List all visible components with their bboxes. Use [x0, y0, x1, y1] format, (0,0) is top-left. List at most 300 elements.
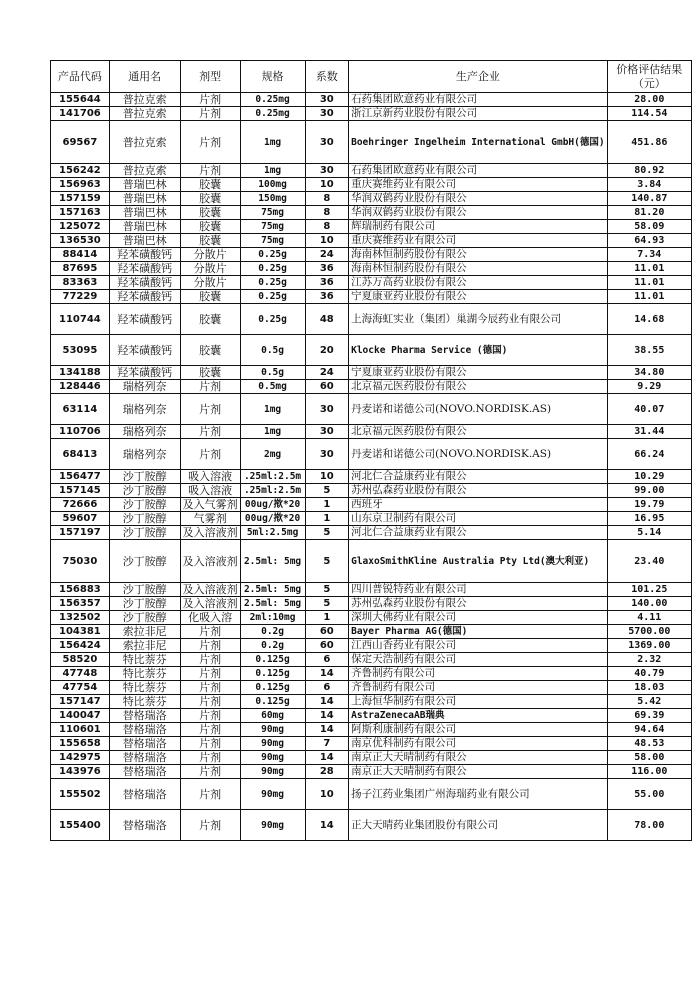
dosage-form-cell: 胶囊 [180, 220, 240, 234]
price-cell: 7.34 [607, 248, 691, 262]
price-cell: 55.00 [607, 779, 691, 810]
specification-cell: 1mg [240, 425, 305, 439]
manufacturer-cell: 河北仁合益康药业有限公 [349, 470, 608, 484]
manufacturer-cell: 海南林恒制药股份有限公 [349, 248, 608, 262]
product-code-cell: 83363 [51, 276, 110, 290]
price-cell: 19.79 [607, 498, 691, 512]
generic-name-cell: 羟苯磺酸钙 [109, 276, 180, 290]
product-code-cell: 58520 [51, 653, 110, 667]
specification-cell: 90mg [240, 810, 305, 841]
pack-count-cell: 10 [305, 779, 349, 810]
specification-cell: 0.5mg [240, 380, 305, 394]
pack-count-cell: 20 [305, 335, 349, 366]
generic-name-cell: 替格瑞洛 [109, 779, 180, 810]
table-row [51, 653, 692, 667]
dosage-form-cell: 片剂 [180, 695, 240, 709]
pack-count-cell: 7 [305, 737, 349, 751]
price-cell: 2.32 [607, 653, 691, 667]
product-code-cell: 157145 [51, 484, 110, 498]
product-code-cell: 128446 [51, 380, 110, 394]
product-code-cell: 156242 [51, 164, 110, 178]
generic-name-cell: 索拉非尼 [109, 625, 180, 639]
manufacturer-cell: 丹麦诺和诺德公司(NOVO.NORDISK.AS) [349, 439, 608, 470]
product-code-cell: 77229 [51, 290, 110, 304]
manufacturer-cell: AstraZenecaAB瑞典 [349, 709, 608, 723]
table-row [51, 810, 692, 841]
price-cell: 9.29 [607, 380, 691, 394]
pack-count-cell: 5 [305, 540, 349, 583]
price-cell: 140.00 [607, 597, 691, 611]
specification-cell: 75mg [240, 206, 305, 220]
table-row [51, 262, 692, 276]
table-row [51, 484, 692, 498]
dosage-form-cell: 胶囊 [180, 366, 240, 380]
product-code-cell: 110706 [51, 425, 110, 439]
pack-count-cell: 10 [305, 470, 349, 484]
product-code-cell: 47748 [51, 667, 110, 681]
specification-cell: 90mg [240, 723, 305, 737]
pack-count-cell: 14 [305, 751, 349, 765]
generic-name-cell: 特比萘芬 [109, 667, 180, 681]
table-row [51, 695, 692, 709]
manufacturer-cell: 苏州弘森药业股份有限公 [349, 597, 608, 611]
dosage-form-cell: 片剂 [180, 709, 240, 723]
pack-count-cell: 1 [305, 498, 349, 512]
price-cell: 64.93 [607, 234, 691, 248]
dosage-form-cell: 及入溶液剂 [180, 526, 240, 540]
manufacturer-cell: Klocke Pharma Service (德国) [349, 335, 608, 366]
specification-cell: 0.125g [240, 695, 305, 709]
table-row [51, 220, 692, 234]
generic-name-cell: 沙丁胺醇 [109, 611, 180, 625]
price-cell: 40.79 [607, 667, 691, 681]
product-code-cell: 157197 [51, 526, 110, 540]
product-code-cell: 69567 [51, 121, 110, 164]
specification-cell: 75mg [240, 234, 305, 248]
table-row [51, 709, 692, 723]
product-code-cell: 156424 [51, 639, 110, 653]
pack-count-cell: 36 [305, 276, 349, 290]
manufacturer-cell: Boehringer Ingelheim International GmbH(德国) [349, 121, 608, 164]
pack-count-cell: 1 [305, 512, 349, 526]
table-row [51, 366, 692, 380]
generic-name-cell: 普拉克索 [109, 164, 180, 178]
table-row [51, 304, 692, 335]
header-product-code: 产品代码 [51, 61, 110, 93]
pack-count-cell: 10 [305, 178, 349, 192]
generic-name-cell: 替格瑞洛 [109, 751, 180, 765]
manufacturer-cell: 河北仁合益康药业有限公 [349, 526, 608, 540]
dosage-form-cell: 胶囊 [180, 234, 240, 248]
table-row [51, 107, 692, 121]
generic-name-cell: 沙丁胺醇 [109, 540, 180, 583]
specification-cell: 0.25g [240, 290, 305, 304]
table-row [51, 583, 692, 597]
product-code-cell: 132502 [51, 611, 110, 625]
manufacturer-cell: GlaxoSmithKline Australia Pty Ltd(澳大利亚) [349, 540, 608, 583]
manufacturer-cell: 辉瑞制药有限公司 [349, 220, 608, 234]
pack-count-cell: 8 [305, 192, 349, 206]
generic-name-cell: 沙丁胺醇 [109, 526, 180, 540]
table-row [51, 439, 692, 470]
dosage-form-cell: 片剂 [180, 625, 240, 639]
product-code-cell: 47754 [51, 681, 110, 695]
manufacturer-cell: 西班牙 [349, 498, 608, 512]
pack-count-cell: 14 [305, 695, 349, 709]
product-code-cell: 157147 [51, 695, 110, 709]
table-row [51, 248, 692, 262]
product-code-cell: 53095 [51, 335, 110, 366]
price-cell: 116.00 [607, 765, 691, 779]
table-row [51, 611, 692, 625]
manufacturer-cell: 四川普锐特药业有限公司 [349, 583, 608, 597]
dosage-form-cell: 胶囊 [180, 192, 240, 206]
table-row [51, 779, 692, 810]
generic-name-cell: 瑞格列奈 [109, 439, 180, 470]
specification-cell: 2.5ml: 5mg [240, 583, 305, 597]
dosage-form-cell: 胶囊 [180, 304, 240, 335]
dosage-form-cell: 分散片 [180, 262, 240, 276]
dosage-form-cell: 气雾剂 [180, 512, 240, 526]
dosage-form-cell: 片剂 [180, 107, 240, 121]
price-cell: 31.44 [607, 425, 691, 439]
manufacturer-cell: 南京正大天晴制药有限公 [349, 765, 608, 779]
dosage-form-cell: 分散片 [180, 248, 240, 262]
price-cell: 140.87 [607, 192, 691, 206]
pack-count-cell: 5 [305, 526, 349, 540]
pack-count-cell: 5 [305, 597, 349, 611]
generic-name-cell: 普瑞巴林 [109, 178, 180, 192]
generic-name-cell: 替格瑞洛 [109, 737, 180, 751]
specification-cell: 0.125g [240, 653, 305, 667]
generic-name-cell: 普拉克索 [109, 93, 180, 107]
table-row [51, 380, 692, 394]
generic-name-cell: 沙丁胺醇 [109, 470, 180, 484]
pack-count-cell: 30 [305, 394, 349, 425]
product-code-cell: 134188 [51, 366, 110, 380]
pack-count-cell: 14 [305, 667, 349, 681]
manufacturer-cell: 山东京卫制药有限公司 [349, 512, 608, 526]
generic-name-cell: 羟苯磺酸钙 [109, 290, 180, 304]
product-code-cell: 155658 [51, 737, 110, 751]
table-row [51, 164, 692, 178]
generic-name-cell: 替格瑞洛 [109, 723, 180, 737]
table-row [51, 540, 692, 583]
table-row [51, 737, 692, 751]
manufacturer-cell: Bayer Pharma AG(德国) [349, 625, 608, 639]
header-row [51, 61, 692, 93]
generic-name-cell: 普拉克索 [109, 121, 180, 164]
table-row [51, 234, 692, 248]
manufacturer-cell: 保定天浩制药有限公司 [349, 653, 608, 667]
specification-cell: .25ml:2.5m [240, 470, 305, 484]
price-cell: 3.84 [607, 178, 691, 192]
price-cell: 451.86 [607, 121, 691, 164]
dosage-form-cell: 片剂 [180, 425, 240, 439]
dosage-form-cell: 片剂 [180, 765, 240, 779]
generic-name-cell: 瑞格列奈 [109, 394, 180, 425]
product-code-cell: 156357 [51, 597, 110, 611]
manufacturer-cell: 浙江京新药业股份有限公司 [349, 107, 608, 121]
specification-cell: 2ml:10mg [240, 611, 305, 625]
product-code-cell: 143976 [51, 765, 110, 779]
table-row [51, 276, 692, 290]
dosage-form-cell: 吸入溶液 [180, 484, 240, 498]
specification-cell: 0.2g [240, 625, 305, 639]
specification-cell: 1mg [240, 164, 305, 178]
dosage-form-cell: 及入气雾剂 [180, 498, 240, 512]
specification-cell: 5ml:2.5mg [240, 526, 305, 540]
dosage-form-cell: 片剂 [180, 394, 240, 425]
specification-cell: 0.25mg [240, 93, 305, 107]
pack-count-cell: 10 [305, 234, 349, 248]
generic-name-cell: 普拉克索 [109, 107, 180, 121]
product-code-cell: 59607 [51, 512, 110, 526]
manufacturer-cell: 扬子江药业集团广州海瑞药业有限公司 [349, 779, 608, 810]
pack-count-cell: 14 [305, 810, 349, 841]
price-cell: 11.01 [607, 290, 691, 304]
product-code-cell: 125072 [51, 220, 110, 234]
dosage-form-cell: 胶囊 [180, 335, 240, 366]
table-row [51, 470, 692, 484]
generic-name-cell: 羟苯磺酸钙 [109, 248, 180, 262]
price-cell: 81.20 [607, 206, 691, 220]
specification-cell: 0.25g [240, 276, 305, 290]
header-price-result: 价格评估结果（元） [607, 61, 691, 93]
generic-name-cell: 特比萘芬 [109, 681, 180, 695]
product-code-cell: 68413 [51, 439, 110, 470]
manufacturer-cell: 南京优科制药有限公司 [349, 737, 608, 751]
manufacturer-cell: 宁夏康亚药业股份有限公 [349, 290, 608, 304]
dosage-form-cell: 片剂 [180, 121, 240, 164]
product-code-cell: 110601 [51, 723, 110, 737]
product-code-cell: 88414 [51, 248, 110, 262]
price-cell: 18.03 [607, 681, 691, 695]
product-code-cell: 140047 [51, 709, 110, 723]
product-code-cell: 63114 [51, 394, 110, 425]
dosage-form-cell: 分散片 [180, 276, 240, 290]
manufacturer-cell: 重庆赛维药业有限公司 [349, 234, 608, 248]
dosage-form-cell: 及入溶液剂 [180, 597, 240, 611]
table-row [51, 290, 692, 304]
generic-name-cell: 沙丁胺醇 [109, 498, 180, 512]
product-code-cell: 75030 [51, 540, 110, 583]
table-row [51, 512, 692, 526]
table-row [51, 625, 692, 639]
price-cell: 58.00 [607, 751, 691, 765]
generic-name-cell: 羟苯磺酸钙 [109, 366, 180, 380]
manufacturer-cell: 华润双鹤药业股份有限公 [349, 192, 608, 206]
dosage-form-cell: 片剂 [180, 723, 240, 737]
price-cell: 11.01 [607, 276, 691, 290]
generic-name-cell: 普瑞巴林 [109, 220, 180, 234]
pack-count-cell: 1 [305, 611, 349, 625]
manufacturer-cell: 正大天晴药业集团股份有限公司 [349, 810, 608, 841]
price-cell: 14.68 [607, 304, 691, 335]
price-cell: 23.40 [607, 540, 691, 583]
pack-count-cell: 5 [305, 484, 349, 498]
dosage-form-cell: 片剂 [180, 380, 240, 394]
manufacturer-cell: 江苏万高药业股份有限公 [349, 276, 608, 290]
product-code-cell: 104381 [51, 625, 110, 639]
specification-cell: 0.125g [240, 667, 305, 681]
dosage-form-cell: 胶囊 [180, 206, 240, 220]
price-cell: 114.54 [607, 107, 691, 121]
specification-cell: 00ug/揿*20 [240, 512, 305, 526]
table-row [51, 425, 692, 439]
table-row [51, 639, 692, 653]
specification-cell: 2.5ml: 5mg [240, 540, 305, 583]
manufacturer-cell: 江西山香药业有限公司 [349, 639, 608, 653]
generic-name-cell: 索拉非尼 [109, 639, 180, 653]
specification-cell: 2mg [240, 439, 305, 470]
dosage-form-cell: 片剂 [180, 681, 240, 695]
price-cell: 16.95 [607, 512, 691, 526]
generic-name-cell: 普瑞巴林 [109, 234, 180, 248]
manufacturer-cell: 海南林恒制药股份有限公 [349, 262, 608, 276]
specification-cell: 0.125g [240, 681, 305, 695]
manufacturer-cell: 北京福元医药股份有限公 [349, 380, 608, 394]
generic-name-cell: 沙丁胺醇 [109, 484, 180, 498]
manufacturer-cell: 南京正大天晴制药有限公 [349, 751, 608, 765]
table-row [51, 681, 692, 695]
dosage-form-cell: 片剂 [180, 639, 240, 653]
specification-cell: 2.5ml: 5mg [240, 597, 305, 611]
dosage-form-cell: 胶囊 [180, 290, 240, 304]
generic-name-cell: 替格瑞洛 [109, 765, 180, 779]
product-code-cell: 72666 [51, 498, 110, 512]
generic-name-cell: 瑞格列奈 [109, 425, 180, 439]
pack-count-cell: 30 [305, 93, 349, 107]
specification-cell: 0.2g [240, 639, 305, 653]
manufacturer-cell: 重庆赛维药业有限公司 [349, 178, 608, 192]
pack-count-cell: 6 [305, 681, 349, 695]
pack-count-cell: 30 [305, 439, 349, 470]
table-row [51, 751, 692, 765]
pack-count-cell: 24 [305, 366, 349, 380]
generic-name-cell: 羟苯磺酸钙 [109, 262, 180, 276]
table-row [51, 765, 692, 779]
product-code-cell: 157159 [51, 192, 110, 206]
dosage-form-cell: 片剂 [180, 810, 240, 841]
product-code-cell: 110744 [51, 304, 110, 335]
generic-name-cell: 沙丁胺醇 [109, 583, 180, 597]
manufacturer-cell: 石药集团欧意药业有限公司 [349, 93, 608, 107]
pack-count-cell: 6 [305, 653, 349, 667]
price-cell: 48.53 [607, 737, 691, 751]
manufacturer-cell: 阿斯利康制药有限公司 [349, 723, 608, 737]
dosage-form-cell: 片剂 [180, 667, 240, 681]
manufacturer-cell: 华润双鹤药业股份有限公 [349, 206, 608, 220]
dosage-form-cell: 胶囊 [180, 178, 240, 192]
dosage-form-cell: 片剂 [180, 653, 240, 667]
table-row [51, 178, 692, 192]
price-cell: 11.01 [607, 262, 691, 276]
table-row [51, 723, 692, 737]
pack-count-cell: 14 [305, 723, 349, 737]
generic-name-cell: 羟苯磺酸钙 [109, 304, 180, 335]
pack-count-cell: 30 [305, 121, 349, 164]
manufacturer-cell: 石药集团欧意药业有限公司 [349, 164, 608, 178]
product-code-cell: 142975 [51, 751, 110, 765]
pack-count-cell: 30 [305, 425, 349, 439]
manufacturer-cell: 齐鲁制药有限公司 [349, 681, 608, 695]
pack-count-cell: 14 [305, 709, 349, 723]
generic-name-cell: 沙丁胺醇 [109, 512, 180, 526]
dosage-form-cell: 及入溶液剂 [180, 583, 240, 597]
specification-cell: 0.25mg [240, 107, 305, 121]
pack-count-cell: 30 [305, 164, 349, 178]
pack-count-cell: 28 [305, 765, 349, 779]
pack-count-cell: 36 [305, 290, 349, 304]
header-dosage-form: 剂型 [180, 61, 240, 93]
pack-count-cell: 60 [305, 639, 349, 653]
header-pack-count: 系数 [305, 61, 349, 93]
dosage-form-cell: 片剂 [180, 164, 240, 178]
pack-count-cell: 60 [305, 380, 349, 394]
specification-cell: 0.25g [240, 262, 305, 276]
product-code-cell: 155644 [51, 93, 110, 107]
product-code-cell: 87695 [51, 262, 110, 276]
price-cell: 94.64 [607, 723, 691, 737]
price-cell: 34.80 [607, 366, 691, 380]
price-cell: 99.00 [607, 484, 691, 498]
specification-cell: 0.25g [240, 304, 305, 335]
table-row [51, 526, 692, 540]
product-code-cell: 156883 [51, 583, 110, 597]
generic-name-cell: 替格瑞洛 [109, 810, 180, 841]
product-code-cell: 136530 [51, 234, 110, 248]
specification-cell: 90mg [240, 765, 305, 779]
header-manufacturer: 生产企业 [349, 61, 608, 93]
specification-cell: 0.5g [240, 366, 305, 380]
dosage-form-cell: 片剂 [180, 439, 240, 470]
product-code-cell: 141706 [51, 107, 110, 121]
table-row [51, 335, 692, 366]
price-cell: 28.00 [607, 93, 691, 107]
generic-name-cell: 替格瑞洛 [109, 709, 180, 723]
generic-name-cell: 特比萘芬 [109, 695, 180, 709]
specification-cell: 150mg [240, 192, 305, 206]
price-cell: 58.09 [607, 220, 691, 234]
product-code-cell: 156963 [51, 178, 110, 192]
dosage-form-cell: 片剂 [180, 93, 240, 107]
manufacturer-cell: 苏州弘森药业股份有限公 [349, 484, 608, 498]
manufacturer-cell: 丹麦诺和诺德公司(NOVO.NORDISK.AS) [349, 394, 608, 425]
price-cell: 4.11 [607, 611, 691, 625]
price-cell: 101.25 [607, 583, 691, 597]
manufacturer-cell: 上海海虹实业（集团）巢湖今辰药业有限公司 [349, 304, 608, 335]
dosage-form-cell: 片剂 [180, 737, 240, 751]
price-cell: 38.55 [607, 335, 691, 366]
price-cell: 69.39 [607, 709, 691, 723]
product-code-cell: 157163 [51, 206, 110, 220]
pack-count-cell: 30 [305, 107, 349, 121]
dosage-form-cell: 片剂 [180, 751, 240, 765]
dosage-form-cell: 化吸入溶 [180, 611, 240, 625]
table-row [51, 93, 692, 107]
specification-cell: 90mg [240, 737, 305, 751]
pack-count-cell: 48 [305, 304, 349, 335]
dosage-form-cell: 及入溶液剂 [180, 540, 240, 583]
manufacturer-cell: 上海恒华制药有限公司 [349, 695, 608, 709]
specification-cell: 75mg [240, 220, 305, 234]
price-cell: 5.42 [607, 695, 691, 709]
table-row [51, 498, 692, 512]
specification-cell: 0.25g [240, 248, 305, 262]
price-cell: 80.92 [607, 164, 691, 178]
specification-cell: 90mg [240, 779, 305, 810]
